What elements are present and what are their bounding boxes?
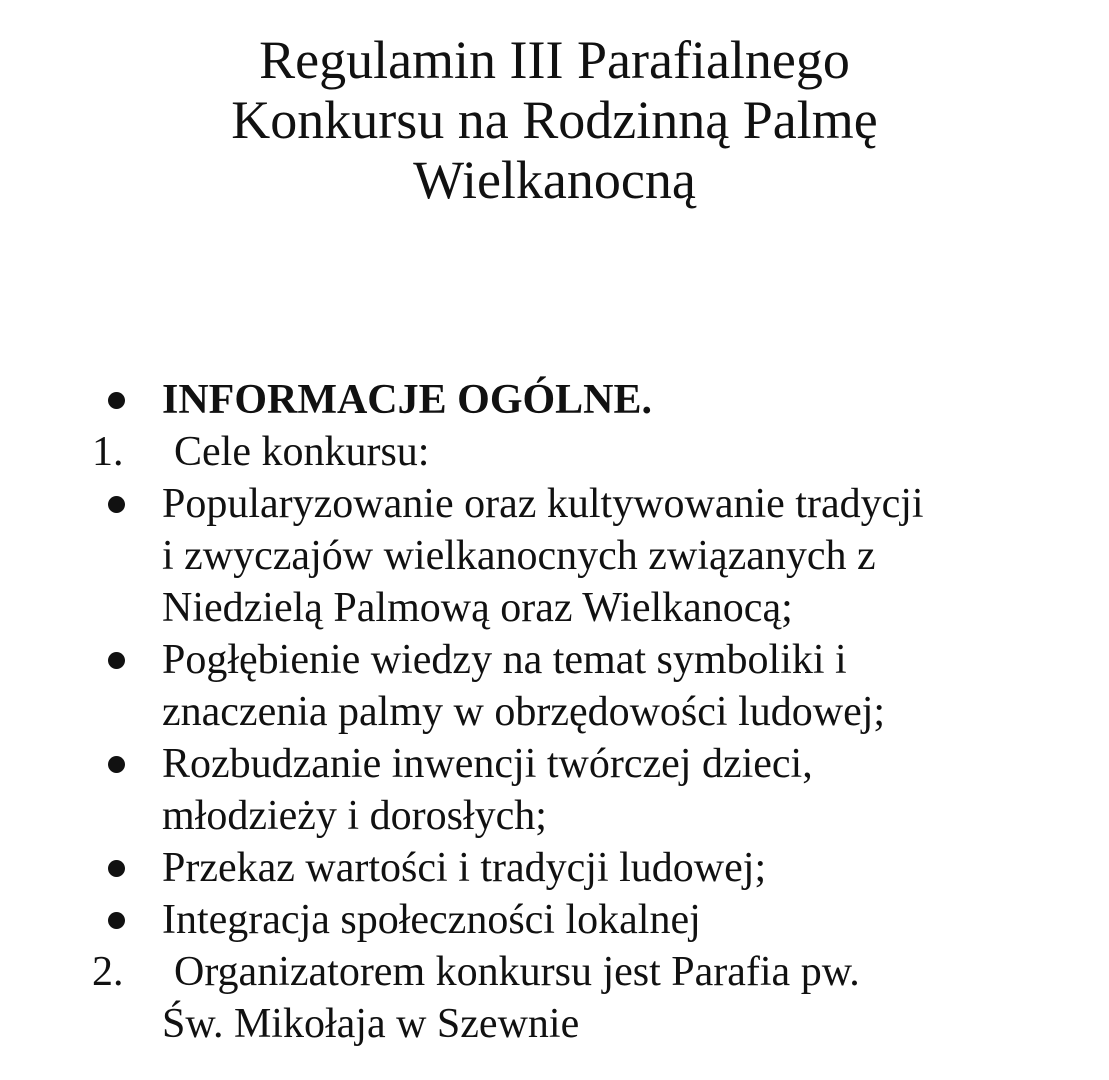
goal-line: Integracja społeczności lokalnej <box>162 897 701 943</box>
bullet-icon <box>108 912 125 929</box>
list-number: 2. <box>92 949 124 995</box>
list-item-text: Św. Mikołaja w Szewnie <box>162 1001 580 1047</box>
goal-line: Popularyzowanie oraz kultywowanie tradycji <box>162 481 924 527</box>
title-line: Konkursu na Rodzinną Palmę <box>231 90 878 150</box>
bullet-icon <box>108 756 125 773</box>
bullet-icon <box>108 496 125 513</box>
goal-line: i zwyczajów wielkanocnych związanych z <box>162 533 876 579</box>
goal-line: Rozbudzanie inwencji twórczej dzieci, <box>162 741 813 787</box>
bullet-icon <box>108 652 125 669</box>
title-line: Wielkanocną <box>413 150 696 210</box>
list-number: 1. <box>92 429 124 475</box>
section-heading: INFORMACJE OGÓLNE. <box>162 377 653 423</box>
goal-line: Przekaz wartości i tradycji ludowej; <box>162 845 767 891</box>
bullet-icon <box>108 860 125 877</box>
list-item-text: Organizatorem konkursu jest Parafia pw. <box>174 949 860 995</box>
bullet-icon <box>108 392 125 409</box>
goal-line: Niedzielą Palmową oraz Wielkanocą; <box>162 585 793 631</box>
goal-line: Pogłębienie wiedzy na temat symboliki i <box>162 637 847 683</box>
goal-line: młodzieży i dorosłych; <box>162 793 547 839</box>
list-item-text: Cele konkursu: <box>174 429 430 475</box>
title-line: Regulamin III Parafialnego <box>259 30 850 90</box>
goal-line: znaczenia palmy w obrzędowości ludowej; <box>162 689 886 735</box>
document-title <box>0 30 1109 210</box>
